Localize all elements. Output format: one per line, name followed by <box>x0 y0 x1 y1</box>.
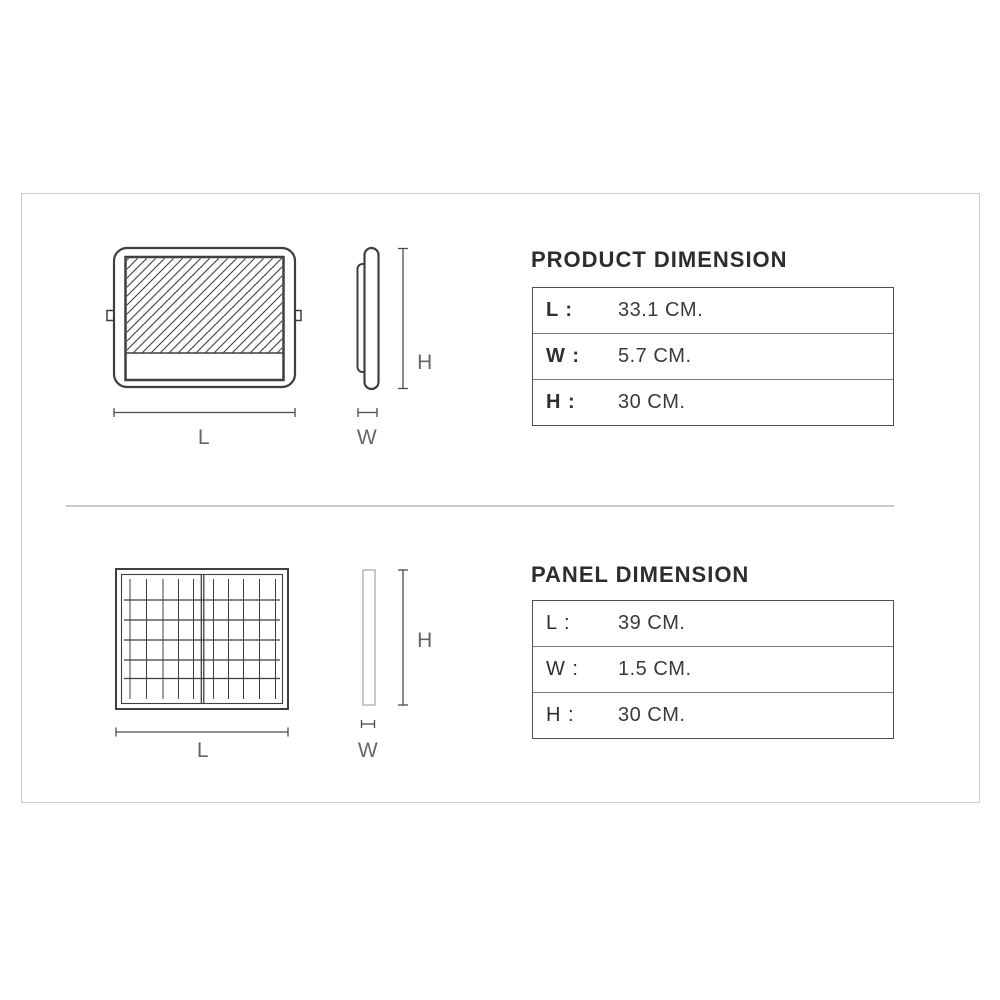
panel-dimension-table <box>532 600 894 739</box>
table-row <box>533 379 893 425</box>
product-dimension-table <box>532 287 894 426</box>
panel-side-view <box>363 570 375 705</box>
dimension-label: W : <box>546 345 581 367</box>
product-front-view <box>107 248 301 387</box>
product-height-dimension <box>398 249 433 389</box>
panel-length-label: L <box>196 739 210 762</box>
panel-dimension-title: PANEL DIMENSION <box>531 562 750 587</box>
dimension-label: H : <box>546 704 575 726</box>
product-width-dimension <box>357 408 377 449</box>
table-row <box>533 646 893 692</box>
dimension-label: H : <box>546 391 576 413</box>
floodlight-lens-hatch <box>127 259 282 353</box>
table-row <box>533 601 893 646</box>
panel-outer-frame <box>116 569 288 709</box>
dimension-value: 30 CM. <box>618 391 686 413</box>
product-height-label: H <box>417 351 433 374</box>
dimension-label: W : <box>546 658 579 680</box>
product-side-view <box>358 248 379 389</box>
panel-side-profile <box>363 570 375 705</box>
dimension-value: 33.1 CM. <box>618 299 704 321</box>
panel-front-view <box>116 569 288 709</box>
product-length-dimension <box>114 408 295 449</box>
dimension-value: 39 CM. <box>618 612 686 634</box>
section-divider <box>66 505 894 507</box>
product-dimension-title: PRODUCT DIMENSION <box>531 247 788 272</box>
product-length-label: L <box>197 426 211 449</box>
panel-height-dimension <box>398 570 433 705</box>
table-row <box>533 333 893 379</box>
dimension-value: 1.5 CM. <box>618 658 692 680</box>
panel-length-dimension <box>116 728 288 763</box>
table-row <box>533 692 893 738</box>
panel-width-dimension <box>358 720 378 762</box>
product-width-label: W <box>356 426 378 449</box>
dimension-label: L : <box>546 612 571 634</box>
dimension-value: 30 CM. <box>618 704 686 726</box>
side-body-part <box>365 248 379 389</box>
dimension-label: L : <box>546 299 574 321</box>
dimension-value: 5.7 CM. <box>618 345 692 367</box>
table-row <box>533 288 893 333</box>
panel-width-label: W <box>357 739 379 762</box>
panel-height-label: H <box>417 629 433 652</box>
